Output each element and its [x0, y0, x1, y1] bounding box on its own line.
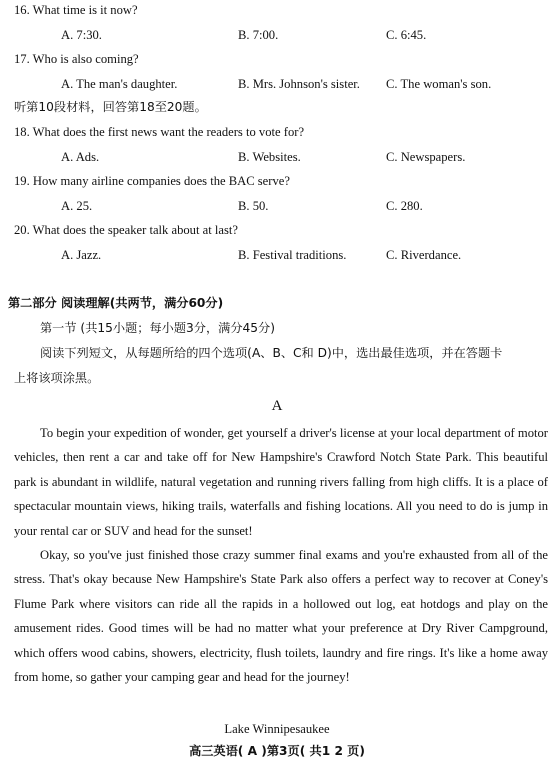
question-16-stem: 16. What time is it now? — [14, 3, 138, 17]
passage-label: A — [271, 398, 283, 414]
question-16-option-c: C. 6:45. — [386, 28, 427, 42]
question-19-option-c: C. 280. — [386, 199, 423, 213]
passage-paragraph-1: To begin your expedition of wonder, get yourself a driver's license at your local department of motor vehicles, then rent a car and take off for New Hampshire's Crawford Notch State Park. This beautiful park is abundant in wildlife, natural vegetation and running rivers falling from high cliffs. It is a place of spectacular mountain views, hiking trails, waterfalls and fishing locations. All you need to do is jump in your rental car or SUV and head for the sunset! — [14, 426, 548, 538]
section-one-title: 第一节 (共15小题；每小题3分，满分45分) — [40, 321, 275, 335]
page-footer: 高三英语( A )第3页( 共1 2 页) — [189, 744, 365, 758]
reading-instruction-line1: 阅读下列短文，从每题所给的四个选项(A、B、C和 D)中，选出最佳选项，并在答题卡 — [40, 346, 503, 360]
question-16-option-b: B. 7:00. — [238, 28, 279, 42]
question-20-stem: 20. What does the speaker talk about at last? — [14, 223, 238, 237]
question-17-option-b: B. Mrs. Johnson's sister. — [238, 77, 360, 91]
question-18-stem: 18. What does the first news want the readers to vote for? — [14, 125, 305, 139]
question-17-option-a: A. The man's daughter. — [61, 77, 178, 91]
passage-paragraph-2: Okay, so you've just finished those crazy summer final exams and you're exhausted from all of the stress. That's okay because New Hampshire's State Park also offers a perfect way to recover at Coney's Flume Park where visitors can ride all the rapids in a hollowed out log, eat hotdogs and play on the amusement rides. Good times will be had no matter what your preference at Dry River Campground, which offers wood cabins, showers, electricity, flush toilets, laundry and fire rings. It's like a home away from home, so gather your camping gear and head for the journey! — [14, 548, 548, 685]
passage-body — [14, 421, 548, 689]
reading-instruction-line2: 上将该项涂黑。 — [14, 371, 100, 385]
question-20-option-c: C. Riverdance. — [386, 248, 462, 262]
question-17-option-c: C. The woman's son. — [386, 77, 492, 91]
question-19-option-a: A. 25. — [61, 199, 93, 213]
question-16-option-a: A. 7:30. — [61, 28, 102, 42]
part-two-title: 第二部分 阅读理解(共两节，满分60分) — [8, 296, 224, 310]
passage-subheading: Lake Winnipesaukee — [224, 722, 330, 736]
question-19-stem: 19. How many airline companies does the BAC serve? — [14, 174, 290, 188]
question-17-stem: 17. Who is also coming? — [14, 52, 139, 66]
question-20-option-b: B. Festival traditions. — [238, 248, 347, 262]
question-20-option-a: A. Jazz. — [61, 248, 102, 262]
question-18-option-a: A. Ads. — [61, 150, 100, 164]
listening-section-instruction: 听第10段材料，回答第18至20题。 — [14, 100, 207, 114]
question-18-option-b: B. Websites. — [238, 150, 301, 164]
question-19-option-b: B. 50. — [238, 199, 269, 213]
question-18-option-c: C. Newspapers. — [386, 150, 466, 164]
